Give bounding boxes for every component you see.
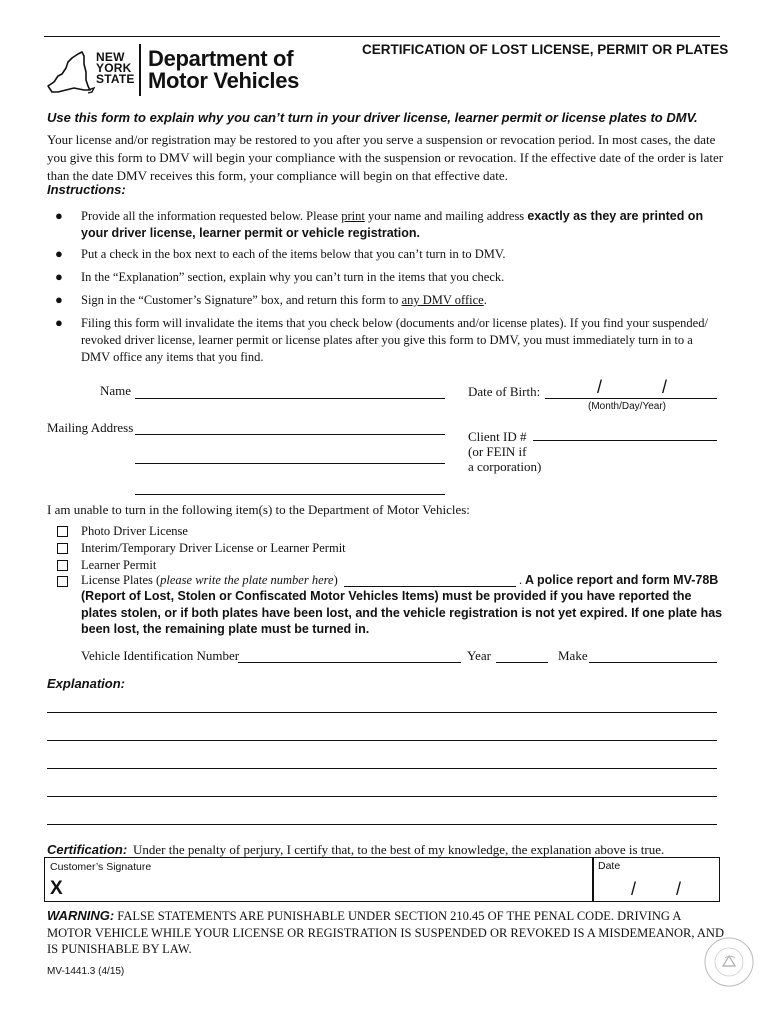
plates-dot: .: [519, 573, 523, 587]
certification-text: Under the penalty of perjury, I certify that, to the best of my knowledge, the explanation above is true.: [133, 842, 665, 857]
customer-signature-label: Customer’s Signature: [50, 861, 152, 873]
bullet-icon: ●: [55, 315, 63, 330]
warning-label: WARNING:: [47, 908, 115, 923]
name-label: Name: [100, 383, 132, 398]
instruction-1-pre: Provide all the information requested below. Please: [81, 209, 342, 223]
explanation-line-5[interactable]: [47, 824, 717, 825]
instructions-heading: Instructions:: [47, 182, 126, 197]
form-title: CERTIFICATION OF LOST LICENSE, PERMIT OR PLATES: [362, 42, 729, 57]
license-plates-label: [81, 573, 338, 588]
plate-number-field[interactable]: [344, 586, 516, 587]
warning-text: FALSE STATEMENTS ARE PUNISHABLE UNDER SECTION 210.45 OF THE PENAL CODE. DRIVING A MOTOR VEHICLE WHILE YOUR LICENSE OR REGISTRATION IS SUSPENDED OR REVOKED IS A MISDEMEANOR, AND IS PUNISHABLE BY LAW.: [47, 909, 724, 956]
explanation-line-4[interactable]: [47, 796, 717, 797]
explanation-heading: Explanation:: [47, 676, 126, 691]
photo-license-label: Photo Driver License: [81, 524, 188, 538]
explanation-line-3[interactable]: [47, 768, 717, 769]
dob-format-hint: (Month/Day/Year): [588, 401, 666, 412]
make-field[interactable]: [589, 662, 717, 663]
mailing-address-line-2[interactable]: [135, 463, 445, 464]
instruction-4-post: .: [483, 293, 487, 307]
explanation-line-1[interactable]: [47, 712, 717, 713]
instruction-5: Filing this form will invalidate the items that you check below (documents and/or license plates). If you find your suspended/ revoked driver license, learner permit or license plates after you give this form to DMV, you must immediately turn in to a DMV office any items that you find.: [81, 316, 708, 364]
form-id: MV-1441.3 (4/15): [47, 966, 125, 977]
new-york-state-outline-icon: [44, 46, 96, 98]
state-word-york: YORK: [96, 61, 132, 75]
year-field[interactable]: [496, 662, 548, 663]
instruction-4: [81, 292, 721, 309]
instruction-1-bold: exactly as they are printed on your driver license, learner permit or vehicle registration.: [81, 209, 704, 240]
mailing-address-label: Mailing Address: [47, 420, 134, 435]
explanation-line-2[interactable]: [47, 740, 717, 741]
dept-name-line1: Department of: [148, 46, 294, 71]
learner-permit-label: Learner Permit: [81, 558, 157, 572]
client-id-note-2: a corporation): [468, 459, 542, 474]
plates-post: ): [333, 573, 338, 587]
bullet-icon: ●: [55, 269, 63, 284]
interim-license-checkbox[interactable]: [57, 543, 68, 554]
photo-license-checkbox[interactable]: [57, 526, 68, 537]
vin-label: Vehicle Identification Number: [81, 648, 240, 663]
learner-permit-checkbox[interactable]: [57, 560, 68, 571]
dob-label: Date of Birth:: [468, 384, 541, 399]
certification-heading: Certification:: [47, 842, 128, 857]
plates-italic: please write the plate number here: [160, 573, 334, 587]
license-plates-checkbox[interactable]: [57, 576, 68, 587]
any-dmv-office-link[interactable]: any DMV office: [401, 293, 484, 307]
year-label: Year: [467, 648, 491, 663]
state-word-new: NEW: [96, 50, 125, 64]
make-label: Make: [558, 648, 588, 663]
plates-police-report: A police report and form MV-78B: [525, 573, 719, 587]
signature-x-mark: X: [50, 878, 63, 899]
dob-slashes: / /: [597, 377, 668, 397]
date-label: Date: [598, 860, 621, 872]
instruction-1-print: print: [341, 209, 365, 223]
name-field[interactable]: [135, 398, 445, 399]
items-intro: I am unable to turn in the following item(s) to the Department of Motor Vehicles:: [47, 502, 470, 517]
bullet-icon: ●: [55, 292, 63, 307]
instruction-2: Put a check in the box next to each of the items below that you can’t turn in to DMV.: [81, 247, 506, 261]
dept-name-line2: Motor Vehicles: [148, 68, 300, 93]
bullet-icon: ●: [55, 208, 63, 223]
mailing-address-line-1[interactable]: [135, 434, 445, 435]
state-word-state: STATE: [96, 72, 135, 86]
instruction-1: [81, 208, 721, 242]
client-id-label: Client ID #: [468, 429, 527, 444]
date-slashes: / /: [631, 879, 682, 899]
client-id-field[interactable]: [533, 440, 717, 441]
recycle-seal-icon: [703, 936, 755, 988]
logo-divider: [139, 44, 141, 96]
dob-field[interactable]: [545, 398, 717, 399]
bullet-icon: ●: [55, 246, 63, 261]
plates-note: (Report of Lost, Stolen or Confiscated Motor Vehicles Items) must be provided if you have reported the plates stolen, or if both plates have been lost, and the vehicle registration is not yet expired. If one plate has been lost, the remaining plate must be turned in.: [81, 589, 723, 636]
intro-heading: Use this form to explain why you can’t turn in your driver license, learner permit or license plates to DMV.: [47, 110, 698, 125]
header-rule: [44, 36, 720, 37]
instruction-1-mid: your name and mailing address: [364, 209, 528, 223]
vin-field[interactable]: [238, 662, 461, 663]
intro-paragraph: Your license and/or registration may be restored to you after you serve a suspension or revocation period. In most cases, the date you give this form to DMV will begin your compliance with the suspension or revocation. If the effective date of the order is later than the date DMV receives this form, your compliance will begin on that effective date.: [47, 132, 724, 183]
client-id-note-1: (or FEIN if: [468, 444, 527, 459]
instruction-4-pre: Sign in the “Customer’s Signature” box, and return this form to: [81, 293, 402, 307]
mailing-address-line-3[interactable]: [135, 494, 445, 495]
warning-block: [47, 908, 727, 958]
instruction-3: In the “Explanation” section, explain why you can’t turn in the items that you check.: [81, 270, 505, 284]
plates-pre: License Plates (: [81, 573, 161, 587]
interim-license-label: Interim/Temporary Driver License or Learner Permit: [81, 541, 346, 555]
